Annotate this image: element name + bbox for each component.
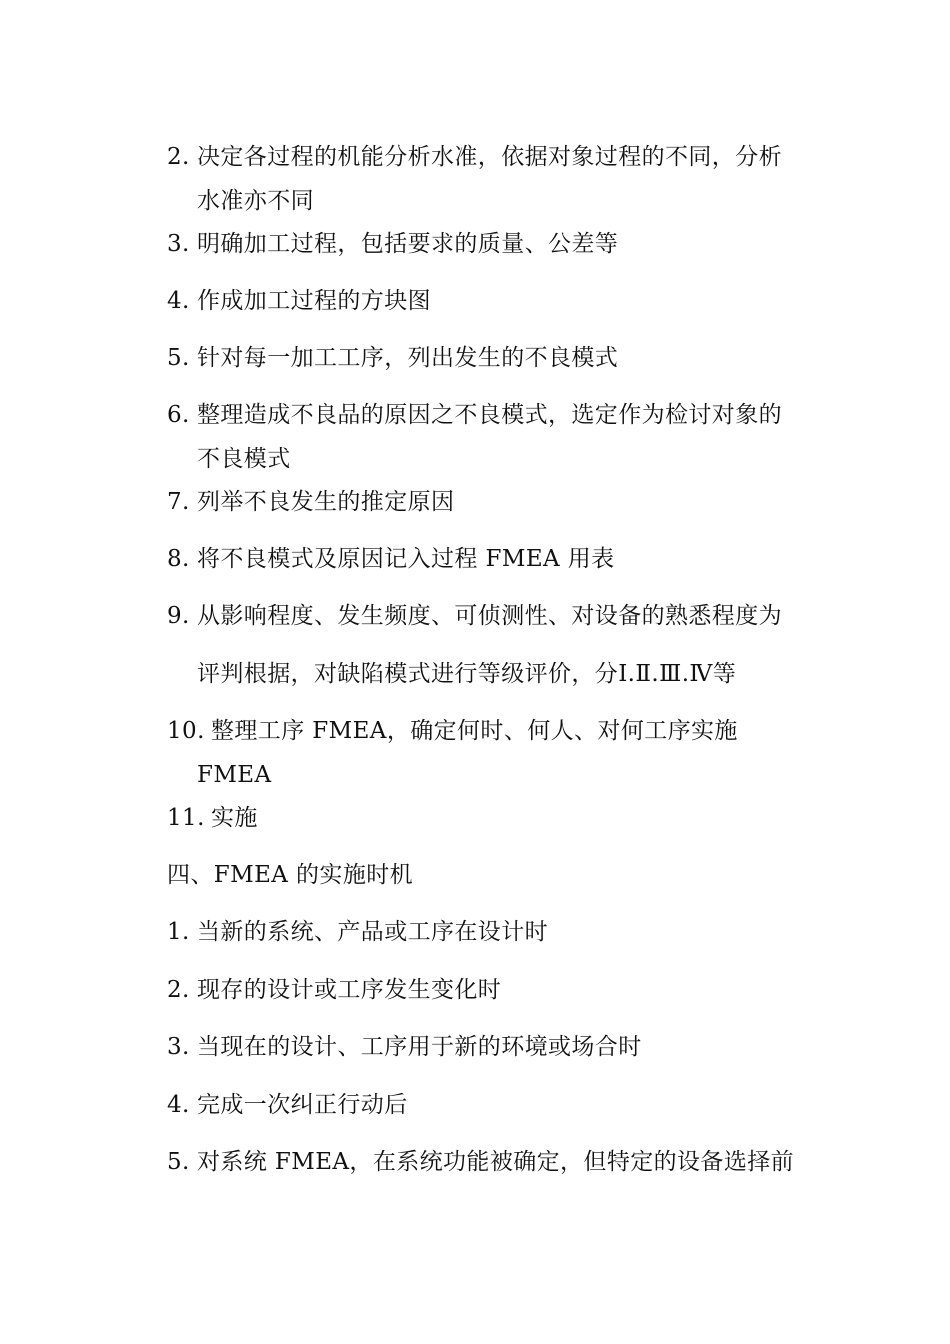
- list-text: 当新的系统、产品或工序在设计时: [197, 919, 548, 945]
- section-heading: 四、FMEA 的实施时机: [167, 862, 414, 888]
- list-item: [167, 229, 618, 259]
- list-item: [167, 487, 454, 517]
- list-number: 5.: [167, 1149, 190, 1175]
- list-item: [167, 286, 431, 316]
- list-number: 2.: [167, 977, 190, 1003]
- list-number: 8.: [167, 546, 190, 572]
- list-item: [167, 975, 501, 1005]
- list-number: 5.: [167, 345, 190, 371]
- list-text: 整理工序 FMEA，确定何时、何人、对何工序实施: [211, 718, 738, 744]
- list-text: 现存的设计或工序发生变化时: [197, 977, 502, 1003]
- list-text: 完成一次纠正行动后: [197, 1092, 408, 1118]
- list-item: [167, 1032, 642, 1062]
- list-item: [167, 803, 258, 833]
- list-item: [167, 400, 782, 430]
- list-text: 针对每一加工工序，列出发生的不良模式: [197, 345, 619, 371]
- list-text: 整理造成不良品的原因之不良模式，选定作为检讨对象的: [197, 402, 782, 428]
- list-number: 4.: [167, 1092, 190, 1118]
- list-number: 10.: [167, 718, 205, 744]
- list-text: 决定各过程的机能分析水准，依据对象过程的不同，分析: [197, 144, 782, 170]
- list-item: [167, 917, 548, 947]
- list-item: [167, 544, 615, 574]
- list-number: 3.: [167, 1034, 190, 1060]
- list-text: 明确加工过程，包括要求的质量、公差等: [197, 231, 619, 257]
- list-number: 3.: [167, 231, 190, 257]
- list-text: 作成加工过程的方块图: [197, 288, 431, 314]
- list-number: 2.: [167, 144, 190, 170]
- list-number: 6.: [167, 402, 190, 428]
- list-number: 4.: [167, 288, 190, 314]
- list-number: 1.: [167, 919, 190, 945]
- list-text: 实施: [211, 805, 258, 831]
- list-item: [167, 1090, 408, 1120]
- list-item: [167, 142, 782, 172]
- list-number: 9.: [167, 603, 190, 629]
- list-item-continuation: 评判根据，对缺陷模式进行等级评价，分Ⅰ.Ⅱ.Ⅲ.Ⅳ等: [197, 661, 737, 687]
- list-item: [167, 1147, 794, 1177]
- list-text: 对系统 FMEA，在系统功能被确定，但特定的设备选择前: [197, 1149, 795, 1175]
- list-text: 当现在的设计、工序用于新的环境或场合时: [197, 1034, 642, 1060]
- list-item: [167, 343, 618, 373]
- list-text: 将不良模式及原因记入过程 FMEA 用表: [197, 546, 615, 572]
- list-item-continuation: 水准亦不同: [197, 188, 314, 214]
- list-item-continuation: FMEA: [197, 762, 272, 788]
- list-text: 列举不良发生的推定原因: [197, 489, 455, 515]
- list-item: [167, 601, 782, 631]
- list-text: 从影响程度、发生频度、可侦测性、对设备的熟悉程度为: [197, 603, 782, 629]
- list-number: 7.: [167, 489, 190, 515]
- list-item: [167, 716, 738, 746]
- list-number: 11.: [167, 805, 205, 831]
- list-item-continuation: 不良模式: [197, 446, 291, 472]
